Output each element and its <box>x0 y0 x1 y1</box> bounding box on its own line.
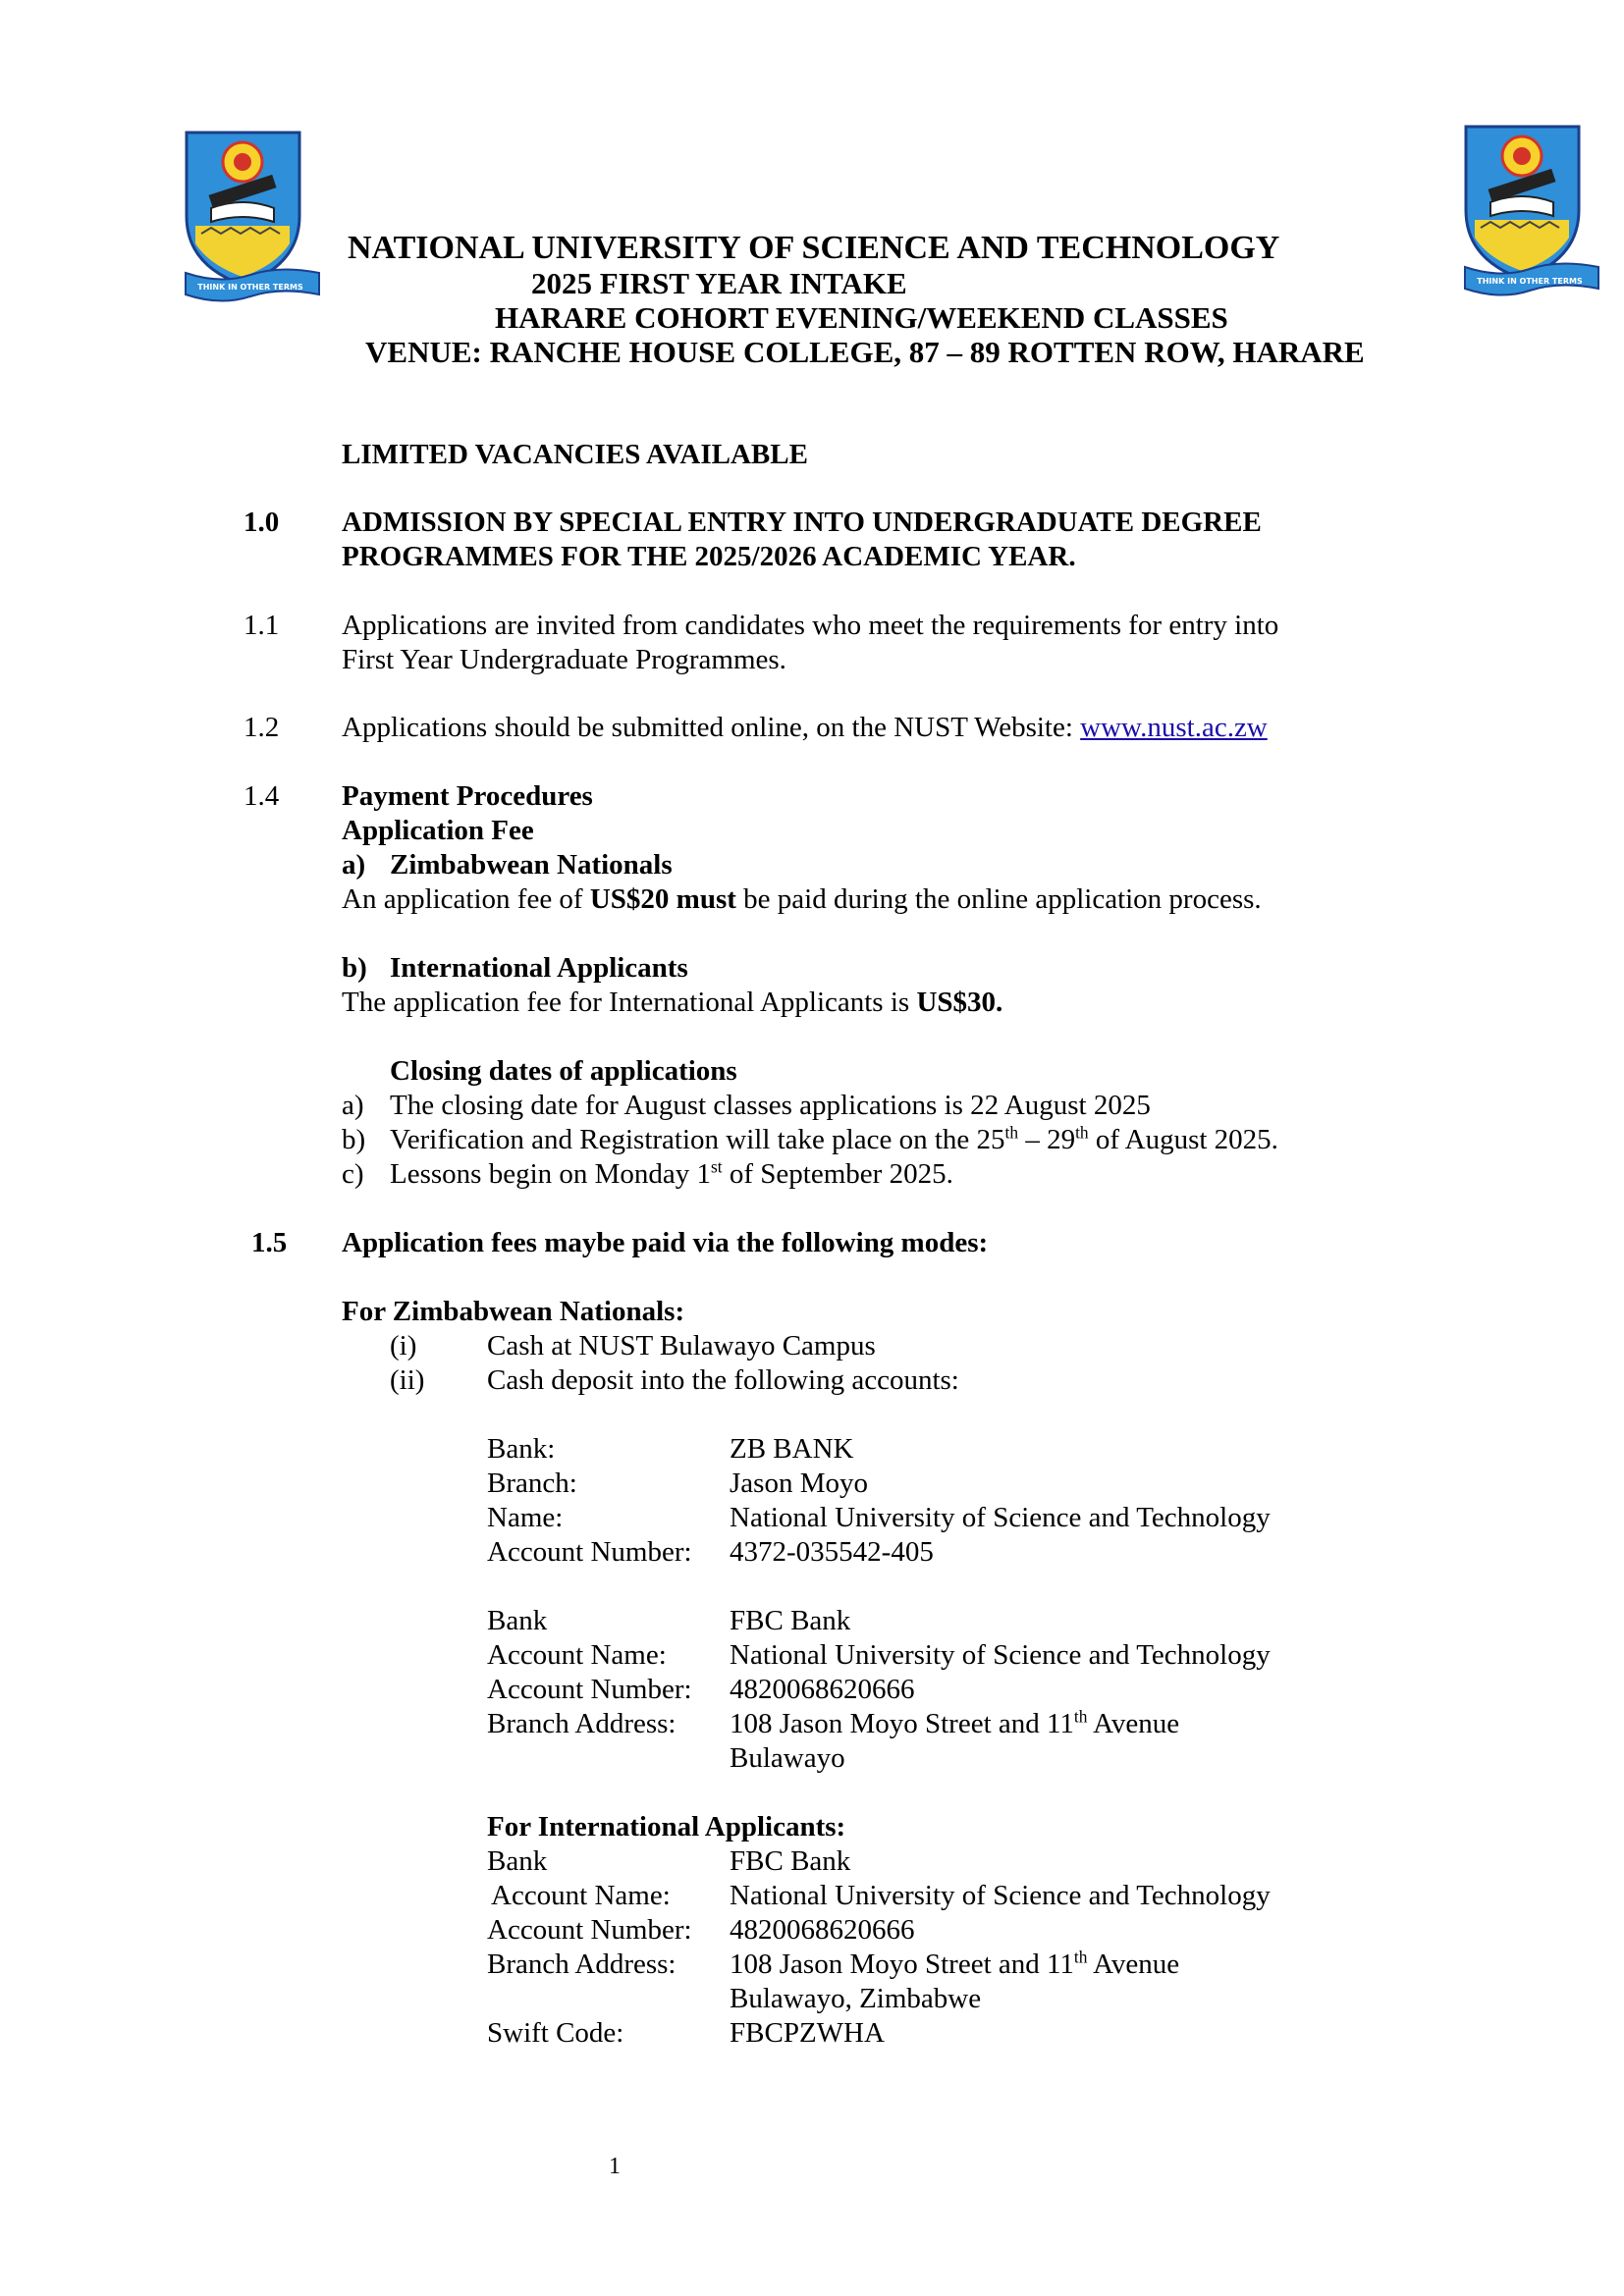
fbc-account-number-key: Account Number: <box>487 1674 692 1705</box>
closing-item <box>390 1123 1278 1157</box>
intl-account-number-value: 4820068620666 <box>730 1914 915 1946</box>
payment-modes-heading: Application fees maybe paid via the following modes: <box>342 1227 989 1258</box>
intl-branch-address-key: Branch Address: <box>487 1949 677 1980</box>
intl-applicants-label: b) <box>342 952 367 984</box>
zb-field-value: ZB BANK <box>730 1433 854 1465</box>
fbc-account-number-value: 4820068620666 <box>730 1674 915 1705</box>
ordinal-suffix: th <box>1075 1122 1089 1143</box>
cohort-title: HARARE COHORT EVENING/WEEKEND CLASSES <box>495 300 1228 335</box>
section-1-2-label: Applications should be submitted online, on the NUST Website: <box>342 712 1081 743</box>
fbc-bank-key: Bank <box>487 1605 548 1636</box>
ordinal-suffix: st <box>711 1156 723 1177</box>
section-1-1-line1: Applications are invited from candidates who meet the requirements for entry into <box>342 610 1279 641</box>
closing-item-text: The closing date for August classes applications is 22 August 2025 <box>390 1090 1151 1121</box>
page-number: 1 <box>609 2154 621 2179</box>
zim-nationals-label: a) <box>342 849 366 881</box>
address-text: 108 Jason Moyo Street and 11 <box>730 1708 1074 1739</box>
zb-field-key: Branch: <box>487 1468 577 1499</box>
mode-label: (i) <box>390 1330 417 1362</box>
venue-title: VENUE: RANCHE HOUSE COLLEGE, 87 – 89 ROTTEN ROW, HARARE <box>365 335 1365 369</box>
closing-item-label: c) <box>342 1158 364 1190</box>
zb-field-value: Jason Moyo <box>730 1468 868 1499</box>
university-crest-left <box>182 128 329 306</box>
intl-fee-text <box>342 986 1002 1020</box>
section-1-0-heading-line2: PROGRAMMES FOR THE 2025/2026 ACADEMIC YEAR. <box>342 541 1076 572</box>
address-text: 108 Jason Moyo Street and 11 <box>730 1949 1074 1980</box>
closing-item-label: b) <box>342 1124 366 1155</box>
zim-nationals-modes-heading: For Zimbabwean Nationals: <box>342 1296 685 1327</box>
fbc-account-name-value: National University of Science and Technology <box>730 1639 1271 1671</box>
closing-item <box>390 1157 953 1192</box>
mode-text: Cash deposit into the following accounts: <box>487 1364 959 1396</box>
section-1-1-line2: First Year Undergraduate Programmes. <box>342 644 786 675</box>
university-title: NATIONAL UNIVERSITY OF SCIENCE AND TECHNOLOGY <box>348 230 1280 266</box>
section-number-1-0: 1.0 <box>244 507 280 538</box>
ordinal-suffix: th <box>1073 1947 1088 1967</box>
intl-account-name-value: National University of Science and Technology <box>730 1880 1271 1911</box>
closing-item-text: Lessons begin on Monday 1 <box>390 1158 712 1190</box>
closing-item <box>390 1089 1151 1123</box>
intl-fee-amount: US$30. <box>916 987 1003 1018</box>
zb-field-key: Bank: <box>487 1433 556 1465</box>
section-number-1-2: 1.2 <box>244 712 280 743</box>
nust-website-link[interactable]: www.nust.ac.zw <box>1080 712 1268 743</box>
vacancies-heading: LIMITED VACANCIES AVAILABLE <box>342 439 808 470</box>
zb-field-key: Name: <box>487 1502 564 1533</box>
fbc-branch-address-line2: Bulawayo <box>730 1742 845 1774</box>
closing-item-text: Verification and Registration will take place on the 25 <box>390 1124 1005 1155</box>
zim-fee-post: be paid during the online application process. <box>735 883 1262 915</box>
intl-account-number-key: Account Number: <box>487 1914 692 1946</box>
intl-modes-heading: For International Applicants: <box>487 1811 846 1842</box>
intl-account-name-key: Account Name: <box>491 1880 671 1911</box>
intake-title: 2025 FIRST YEAR INTAKE <box>531 266 907 300</box>
intl-bank-key: Bank <box>487 1845 548 1877</box>
fbc-branch-address-value <box>730 1707 1179 1741</box>
intl-fee-pre: The application fee for International Applicants is <box>342 987 917 1018</box>
zim-fee-pre: An application fee of <box>342 883 590 915</box>
zim-fee-text <box>342 882 1262 917</box>
fbc-account-name-key: Account Name: <box>487 1639 667 1671</box>
svg-text:THINK IN OTHER TERMS: THINK IN OTHER TERMS <box>1477 277 1583 286</box>
closing-item-text: – 29 <box>1018 1124 1076 1155</box>
zb-field-value: National University of Science and Technology <box>730 1502 1271 1533</box>
intl-applicants-heading: International Applicants <box>390 952 688 984</box>
zim-nationals-heading: Zimbabwean Nationals <box>390 849 673 881</box>
fbc-branch-address-key: Branch Address: <box>487 1708 677 1739</box>
closing-item-text: of August 2025. <box>1088 1124 1278 1155</box>
ordinal-suffix: th <box>1073 1706 1088 1727</box>
section-number-1-4: 1.4 <box>244 780 280 812</box>
fbc-bank-value: FBC Bank <box>730 1605 851 1636</box>
zb-field-key: Account Number: <box>487 1536 692 1568</box>
section-1-2-text <box>342 711 1268 745</box>
university-crest-right <box>1461 122 1608 300</box>
zim-fee-amount: US$20 must <box>589 883 736 915</box>
intl-swift-code-value: FBCPZWHA <box>730 2017 885 2049</box>
closing-item-text: of September 2025. <box>722 1158 953 1190</box>
intl-branch-address-value <box>730 1948 1179 1982</box>
section-number-1-5: 1.5 <box>251 1227 288 1258</box>
svg-text:THINK IN OTHER TERMS: THINK IN OTHER TERMS <box>197 283 303 292</box>
application-fee-heading: Application Fee <box>342 815 534 846</box>
intl-branch-address-line2: Bulawayo, Zimbabwe <box>730 1983 982 2014</box>
payment-procedures-heading: Payment Procedures <box>342 780 593 812</box>
mode-text: Cash at NUST Bulawayo Campus <box>487 1330 876 1362</box>
section-1-0-heading-line1: ADMISSION BY SPECIAL ENTRY INTO UNDERGRADUATE DEGREE <box>342 507 1262 538</box>
address-text: Avenue <box>1087 1949 1180 1980</box>
intl-bank-value: FBC Bank <box>730 1845 851 1877</box>
intl-swift-code-key: Swift Code: <box>487 2017 624 2049</box>
address-text: Avenue <box>1087 1708 1180 1739</box>
ordinal-suffix: th <box>1004 1122 1019 1143</box>
closing-item-label: a) <box>342 1090 364 1121</box>
section-number-1-1: 1.1 <box>244 610 280 641</box>
mode-label: (ii) <box>390 1364 425 1396</box>
zb-field-value: 4372-035542-405 <box>730 1536 934 1568</box>
closing-dates-heading: Closing dates of applications <box>390 1055 737 1087</box>
